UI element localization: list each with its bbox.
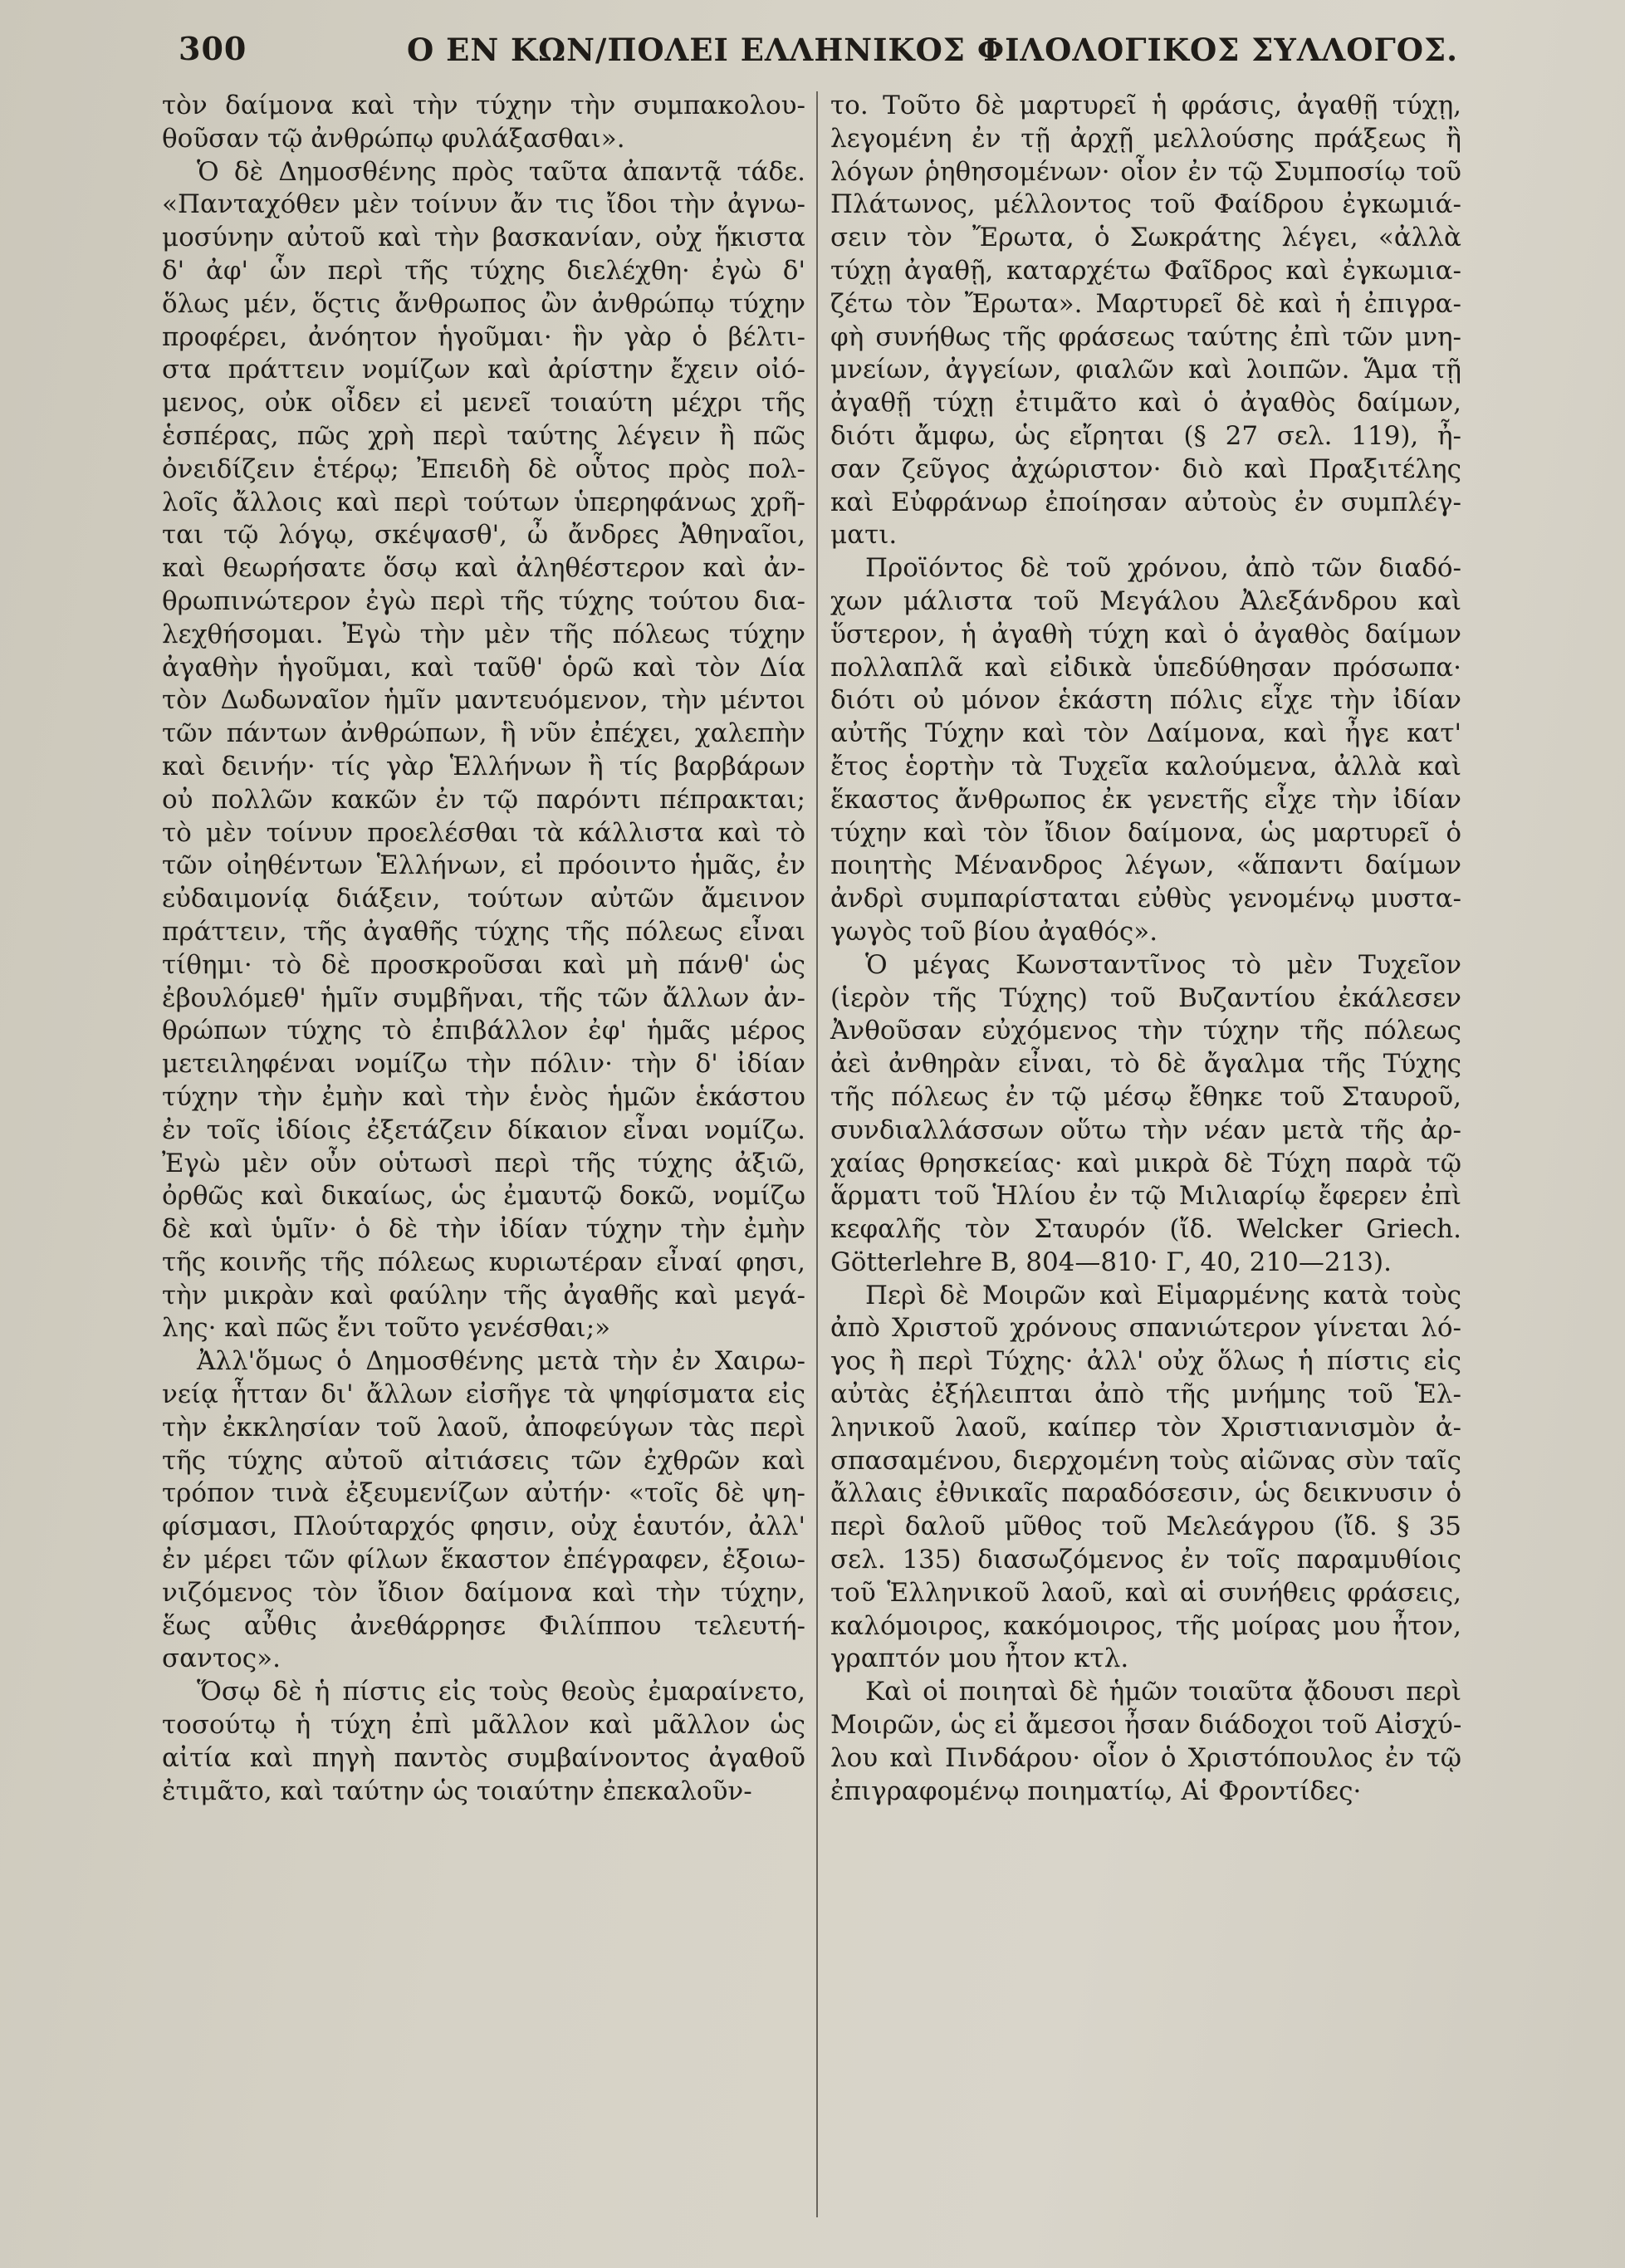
text-line: γωγὸς τοῦ βίου ἀγαθός». bbox=[830, 916, 1158, 947]
text-line: Ὁ μέγας Κωνσταντῖνος τὸ μὲν Τυχεῖον bbox=[865, 949, 1461, 980]
text-line: ἀγαθῇ τύχῃ ἐτιμᾶτο καὶ ὁ ἀγαθὸς δαίμων, bbox=[830, 388, 1461, 419]
text-line: Μοιρῶν, ὡς εἰ ἄμεσοι ἦσαν διάδοχοι τοῦ Αἰσχύ- bbox=[830, 1710, 1462, 1741]
text-line: θοῦσαν τῷ ἀνθρώπῳ φυλάξασθαι». bbox=[162, 123, 625, 154]
text-line: Καὶ οἱ ποιηταὶ δὲ ἡμῶν τοιαῦτα ᾄδουσι περὶ bbox=[865, 1677, 1461, 1707]
text-line: τῶν οἰηθέντων Ἑλλήνων, εἰ πρόοιντο ἡμᾶς, ἐν bbox=[162, 850, 805, 881]
text-line: μνείων, ἀγγείων, φιαλῶν καὶ λοιπῶν. Ἅμα τῇ bbox=[830, 355, 1461, 385]
text-line: τοσούτῳ ἡ τύχη ἐπὶ μᾶλλον καὶ μᾶλλον ὡς bbox=[162, 1710, 805, 1741]
text-line: λεχθήσομαι. Ἐγὼ τὴν μὲν τῆς πόλεως τύχην bbox=[162, 619, 805, 649]
text-line: περὶ δαλοῦ μῦθος τοῦ Μελεάγρου (ἴδ. § 35 bbox=[830, 1511, 1461, 1542]
text-line: σπασαμένου, διερχομένη τοὺς αἰῶνας σὺν ταῖς bbox=[830, 1445, 1461, 1476]
page-number: 300 bbox=[179, 30, 247, 67]
text-line: τὴν μικρὰν καὶ φαύλην τῆς ἀγαθῆς καὶ μεγά- bbox=[162, 1280, 805, 1310]
text-line: ὕστερον, ἡ ἀγαθὴ τύχη καὶ ὁ ἀγαθὸς δαίμων bbox=[830, 619, 1461, 649]
text-line: ἐν μέρει τῶν φίλων ἕκαστον ἐπέγραφεν, ἐξοιω- bbox=[162, 1545, 805, 1575]
text-line: λου καὶ Πινδάρου· οἷον ὁ Χριστόπουλος ἐν τῷ bbox=[830, 1742, 1461, 1773]
text-line: γος ἢ περὶ Τύχης· ἀλλ' οὐχ ὅλως ἡ πίστις εἰς bbox=[830, 1346, 1461, 1377]
text-line: Προϊόντος δὲ τοῦ χρόνου, ἀπὸ τῶν διαδό- bbox=[865, 553, 1461, 584]
text-line: Ὅσῳ δὲ ἡ πίστις εἰς τοὺς θεοὺς ἐμαραίνετο, bbox=[197, 1677, 805, 1707]
text-line: εὐδαιμονίᾳ διάξειν, τούτων αὐτῶν ἄμεινον bbox=[162, 884, 805, 914]
text-line: συνδιαλλάσσων οὕτω τὴν νέαν μετὰ τῆς ἀρ- bbox=[830, 1114, 1461, 1145]
text-line: τῆς τύχης αὐτοῦ αἰτιάσεις τῶν ἐχθρῶν καὶ bbox=[162, 1445, 805, 1476]
text-line: αὐτῆς Τύχην καὶ τὸν Δαίμονα, καὶ ἦγε κατ' bbox=[830, 718, 1461, 749]
text-line: τὸν Δωδωναῖον ἡμῖν μαντευόμενον, τὴν μέντοι bbox=[162, 685, 805, 716]
text-line: λης· καὶ πῶς ἔνι τοῦτο γενέσθαι;» bbox=[162, 1313, 611, 1344]
text-line: νείᾳ ἧτταν δι' ἄλλων εἰσῆγε τὰ ψηφίσματα εἰς bbox=[162, 1379, 805, 1410]
text-line: τρόπον τινὰ ἐξευμενίζων αὐτήν· «τοῖς δὲ ψη- bbox=[162, 1478, 805, 1509]
text-line: τὸ μὲν τοίνυν προελέσθαι τὰ κάλλιστα καὶ τὸ bbox=[162, 817, 805, 848]
text-line: πράττειν, τῆς ἀγαθῆς τύχης τῆς πόλεως εἶναι bbox=[162, 916, 805, 947]
text-line: ἕως αὖθις ἀνεθάρρησε Φιλίππου τελευτή- bbox=[162, 1610, 805, 1641]
text-line: χων μάλιστα τοῦ Μεγάλου Ἀλεξάνδρου καὶ bbox=[830, 585, 1461, 616]
text-line: «Πανταχόθεν μὲν τοίνυν ἄν τις ἴδοι τὴν ἀγνω- bbox=[162, 189, 805, 220]
column-divider bbox=[816, 91, 818, 2217]
text-line: μενος, οὐκ οἶδεν εἰ μενεῖ τοιαύτη μέχρι τῆς bbox=[162, 388, 805, 419]
text-line: θρώπων τύχης τὸ ἐπιβάλλον ἐφ' ἡμᾶς μέρος bbox=[162, 1016, 805, 1046]
text-line: λοῖς ἄλλοις καὶ περὶ τούτων ὑπερηφάνως χρῆ- bbox=[162, 487, 805, 517]
text-line: ἄλλαις ἐθνικαῖς παραδόσεσιν, ὡς δεικνυσιν ὁ bbox=[830, 1478, 1461, 1509]
running-title: Ο ΕΝ ΚΩΝ/ΠΟΛΕΙ ΕΛΛΗΝΙΚΟΣ ΦΙΛΟΛΟΓΙΚΟΣ ΣΥΛΛΟΓΟΣ. bbox=[407, 32, 1459, 68]
text-line: σαν ζεῦγος ἀχώριστον· διὸ καὶ Πραξιτέλης bbox=[830, 453, 1461, 484]
text-line: ται τῷ λόγῳ, σκέψασθ', ὦ ἄνδρες Ἀθηναῖοι, bbox=[162, 520, 805, 551]
text-line: τίθημι· τὸ δὲ προσκροῦσαι καὶ μὴ πάνθ' ὡς bbox=[162, 949, 805, 980]
text-line: ἐν τοῖς ἰδίοις ἐξετάζειν δίκαιον εἶναι νομίζω. bbox=[162, 1114, 805, 1145]
text-line: ἀεὶ ἀνθηρὰν εἶναι, τὸ δὲ ἄγαλμα τῆς Τύχης bbox=[830, 1049, 1461, 1080]
right-column bbox=[830, 90, 1461, 1808]
text-line: ὅλως μέν, ὅςτις ἄνθρωπος ὢν ἀνθρώπῳ τύχην bbox=[162, 288, 805, 319]
text-line: το. Τοῦτο δὲ μαρτυρεῖ ἡ φράσις, ἀγαθῇ τύχῃ, bbox=[830, 91, 1461, 120]
text-line: σειν τὸν Ἔρωτα, ὁ Σωκράτης λέγει, «ἀλλὰ bbox=[830, 223, 1461, 253]
text-line: τὴν ἐκκλησίαν τοῦ λαοῦ, ἀποφεύγων τὰς περὶ bbox=[162, 1412, 805, 1443]
left-column bbox=[162, 90, 805, 1808]
text-line: ἅρματι τοῦ Ἡλίου ἐν τῷ Μιλιαρίῳ ἔφερεν ἐπὶ bbox=[830, 1181, 1461, 1212]
text-line: τύχῃ ἀγαθῇ, καταρχέτω Φαῖδρος καὶ ἐγκωμια- bbox=[830, 255, 1461, 286]
page-header bbox=[166, 23, 1459, 81]
text-line: θρωπινώτερον ἐγὼ περὶ τῆς τύχης τούτου δια- bbox=[162, 585, 805, 616]
text-line: κεφαλῆς τὸν Σταυρόν (ἴδ. Welcker Griech. bbox=[830, 1214, 1461, 1245]
text-line: πολλαπλᾶ καὶ εἰδικὰ ὑπεδύθησαν πρόσωπα· bbox=[830, 652, 1461, 683]
text-line: σαντος». bbox=[162, 1643, 281, 1674]
text-line: φὴ συνήθως τῆς φράσεως ταύτης ἐπὶ τῶν μνη- bbox=[830, 321, 1461, 352]
text-line: αὐτὰς ἐξήλειπται ἀπὸ τῆς μνήμης τοῦ Ἑλ- bbox=[830, 1379, 1461, 1410]
text-line: δ' ἀφ' ὧν περὶ τῆς τύχης διελέχθη· ἐγὼ δ' bbox=[162, 255, 805, 286]
text-line: λόγων ῥηθησομένων· οἷον ἐν τῷ Συμποσίῳ τοῦ bbox=[830, 156, 1461, 187]
text-line: γραπτόν μου ἦτον κτλ. bbox=[830, 1643, 1129, 1674]
text-line: τὸν δαίμονα καὶ τὴν τύχην τὴν συμπακολου- bbox=[162, 91, 805, 120]
text-line: ἀνδρὶ συμπαρίσταται εὐθὺς γενομένῳ μυστα- bbox=[830, 884, 1461, 914]
text-line: καὶ θεωρήσατε ὅσῳ καὶ ἀληθέστερον καὶ ἀν- bbox=[162, 553, 805, 584]
text-line: ματι. bbox=[830, 520, 898, 551]
text-line: τῆς πόλεως ἐν τῷ μέσῳ ἔθηκε τοῦ Σταυροῦ, bbox=[830, 1081, 1461, 1112]
text-line: τοῦ Ἑλληνικοῦ λαοῦ, καὶ αἱ συνήθεις φράσεις, bbox=[830, 1577, 1461, 1608]
text-line: ζέτω τὸν Ἔρωτα». Μαρτυρεῖ δὲ καὶ ἡ ἐπιγρα- bbox=[830, 288, 1461, 319]
text-line: μοσύνην αὐτοῦ καὶ τὴν βασκανίαν, οὐχ ἥκιστα bbox=[162, 223, 805, 253]
text-line: τύχην τὴν ἐμὴν καὶ τὴν ἑνὸς ἡμῶν ἑκάστου bbox=[162, 1081, 805, 1112]
text-line: φίσμασι, Πλούταρχός φησιν, οὐχ ἑαυτόν, ἀλλ' bbox=[162, 1511, 805, 1542]
text-line: αἰτία καὶ πηγὴ παντὸς συμβαίνοντος ἀγαθοῦ bbox=[162, 1742, 805, 1773]
text-line: τῆς κοινῆς τῆς πόλεως κυριωτέραν εἶναί φησι, bbox=[162, 1247, 805, 1277]
text-line: χαίας θρησκείας· καὶ μικρὰ δὲ Τύχη παρὰ τῷ bbox=[830, 1148, 1461, 1178]
text-line: Ἀνθοῦσαν εὐχόμενος τὴν τύχην τῆς πόλεως bbox=[830, 1016, 1461, 1046]
text-line: μετειληφέναι νομίζω τὴν πόλιν· τὴν δ' ἰδίαν bbox=[162, 1049, 805, 1080]
text-line: ἀπὸ Χριστοῦ χρόνους σπανιώτερον γίνεται λό- bbox=[830, 1313, 1461, 1344]
text-line: ὀνειδίζειν ἑτέρῳ; Ἐπειδὴ δὲ οὗτος πρὸς πολ- bbox=[162, 453, 805, 484]
text-line: Πλάτωνος, μέλλοντος τοῦ Φαίδρου ἐγκωμιά- bbox=[830, 189, 1461, 220]
text-line: τύχην καὶ τὸν ἴδιον δαίμονα, ὡς μαρτυρεῖ ὁ bbox=[830, 817, 1461, 848]
text-line: ἔτος ἑορτὴν τὰ Τυχεῖα καλούμενα, ἀλλὰ καὶ bbox=[830, 751, 1461, 781]
text-line: ὀρθῶς καὶ δικαίως, ὡς ἐμαυτῷ δοκῶ, νομίζω bbox=[162, 1181, 805, 1212]
text-line: ληνικοῦ λαοῦ, καίπερ τὸν Χριστιανισμὸν ἀ- bbox=[830, 1412, 1461, 1443]
text-line: νιζόμενος τὸν ἴδιον δαίμονα καὶ τὴν τύχην, bbox=[162, 1577, 805, 1608]
text-line: λεγομένη ἐν τῇ ἀρχῇ μελλούσης πράξεως ἢ bbox=[830, 123, 1461, 154]
text-line: Ἀλλ'ὅμως ὁ Δημοσθένης μετὰ τὴν ἐν Χαιρω- bbox=[197, 1346, 805, 1377]
text-line: προφέρει, ἀνόητον ἡγοῦμαι· ἣν γὰρ ὁ βέλτι- bbox=[162, 321, 805, 352]
text-line: ἐτιμᾶτο, καὶ ταύτην ὡς τοιαύτην ἐπεκαλοῦν- bbox=[162, 1776, 752, 1806]
text-line: Ὁ δὲ Δημοσθένης πρὸς ταῦτα ἀπαντᾷ τάδε. bbox=[197, 156, 805, 187]
text-line: (ἱερὸν τῆς Τύχης) τοῦ Βυζαντίου ἐκάλεσεν bbox=[830, 982, 1461, 1013]
text-line: δὲ καὶ ὑμῖν· ὁ δὲ τὴν ἰδίαν τύχην τὴν ἐμὴν bbox=[162, 1214, 805, 1245]
text-line: ἐπιγραφομένῳ ποιηματίῳ, Αἱ Φροντίδες· bbox=[830, 1776, 1362, 1806]
text-line: τῶν πάντων ἀνθρώπων, ἣ νῦν ἐπέχει, χαλεπὴν bbox=[162, 718, 805, 749]
text-line: καλόμοιρος, κακόμοιρος, τῆς μοίρας μου ἦτον, bbox=[830, 1610, 1461, 1641]
text-line: διότι οὐ μόνον ἑκάστη πόλις εἶχε τὴν ἰδίαν bbox=[830, 685, 1461, 716]
text-line: καὶ Εὐφράνωρ ἐποίησαν αὐτοὺς ἐν συμπλέγ- bbox=[830, 487, 1461, 517]
text-line: ἑσπέρας, πῶς χρὴ περὶ ταύτης λέγειν ἢ πῶς bbox=[162, 420, 805, 451]
text-line: στα πράττειν νομίζων καὶ ἀρίστην ἔχειν οἰό- bbox=[162, 355, 805, 385]
text-line: Götterlehre B, 804—810· Γ, 40, 210—213). bbox=[830, 1247, 1392, 1277]
text-line: σελ. 135) διασωζόμενος ἐν τοῖς παραμυθίοις bbox=[830, 1545, 1461, 1575]
text-line: διότι ἄμφω, ὡς εἴρηται (§ 27 σελ. 119), ἦ- bbox=[830, 420, 1461, 451]
text-line: καὶ δεινήν· τίς γὰρ Ἑλλήνων ἢ τίς βαρβάρων bbox=[162, 751, 805, 781]
text-line: ἀγαθὴν ἡγοῦμαι, καὶ ταῦθ' ὁρῶ καὶ τὸν Δία bbox=[162, 652, 805, 683]
text-line: Περὶ δὲ Μοιρῶν καὶ Εἱμαρμένης κατὰ τοὺς bbox=[865, 1280, 1461, 1310]
text-line: Ἐγὼ μὲν οὖν οὑτωσὶ περὶ τῆς τύχης ἀξιῶ, bbox=[162, 1148, 805, 1178]
text-line: ποιητὴς Μένανδρος λέγων, «ἅπαντι δαίμων bbox=[830, 850, 1461, 881]
text-line: οὐ πολλῶν κακῶν ἐν τῷ παρόντι πέπρακται; bbox=[162, 784, 805, 815]
text-line: ἕκαστος ἄνθρωπος ἐκ γενετῆς εἶχε τὴν ἰδίαν bbox=[830, 784, 1461, 815]
text-line: ἐβουλόμεθ' ἡμῖν συμβῆναι, τῆς τῶν ἄλλων ἀν- bbox=[162, 982, 805, 1013]
